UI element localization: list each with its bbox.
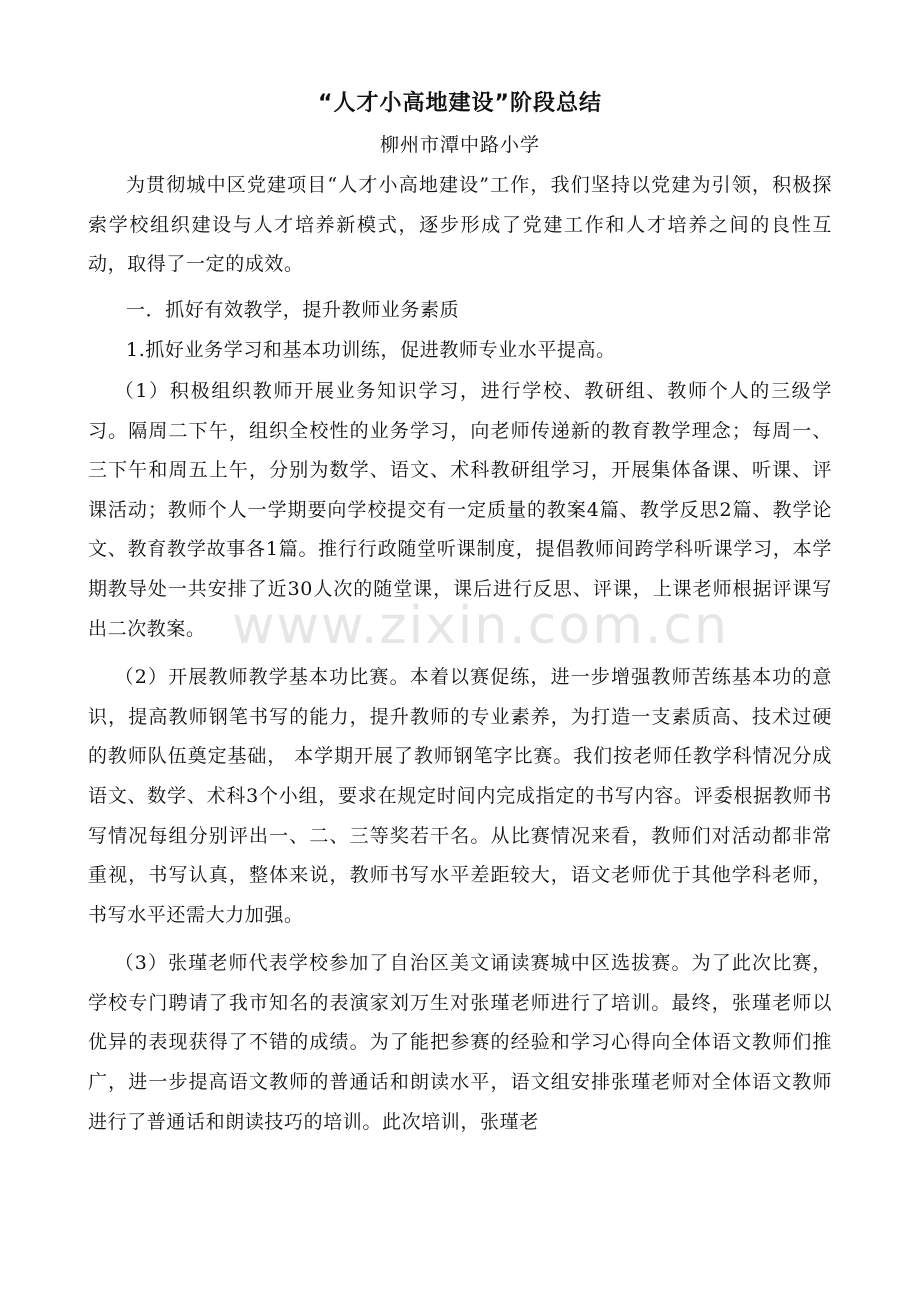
document-author: 柳州市潭中路小学 bbox=[379, 134, 540, 156]
intro-paragraph: 为贯彻城中区党建项目“人才小高地建设”工作，我们坚持以党建为引领，积极探索学校组织建设与人才培养新模式，逐步形成了党建工作和人才培养之间的良性互动，取得了一定的成效。 bbox=[88, 174, 832, 276]
section-heading-1: 一．抓好有效教学，提升教师业务素质 bbox=[126, 298, 460, 321]
item-paragraph-1: （1）积极组织教师开展业务知识学习，进行学校、教研组、教师个人的三级学习。隔周二下午，组织全校性的业务学习，向老师传递新的教育教学理念；每周一、三下午和周五上午，分别为数学、语文、术科教研组学习，开展集体备课、听课、评课活动；教师个人一学期要向学校提交有一定质量的教案4篇、教学反思2篇、教学论文、教育教学故事各1篇。推行行政随堂听课制度，提倡教师间跨学科听课学习，本学期教导处一共安排了近30人次的随堂课，课后进行反思、评课，上课老师根据评课写出二次教案。 bbox=[88, 379, 832, 640]
document-title: “人才小高地建设”阶段总结 bbox=[318, 91, 602, 116]
item-paragraph-2: （2）开展教师教学基本功比赛。本着以赛促练，进一步增强教师苦练基本功的意识，提高教师钢笔书写的能力，提升教师的专业素养，为打造一支素质高、技术过硬的教师队伍奠定基础， 本学期开展了教师钢笔字比赛。我们按老师任教学科情况分成语文、数学、术科3个小组，要求在规定时间内完成指定的书写内容。评委根据教师书写情况每组分别评出一、二、三等奖若干名。从比赛情况来看，教师们对活动都非常重视，书写认真，整体来说，教师书写水平差距较大，语文老师优于其他学科老师，书写水平还需大力加强。 bbox=[88, 666, 832, 926]
watermark: www.zixin.com.cn bbox=[232, 596, 729, 656]
subsection-heading-1: 1.抓好业务学习和基本功训练，促进教师专业水平提高。 bbox=[126, 339, 616, 362]
item-paragraph-3: （3）张瑾老师代表学校参加了自治区美文诵读赛城中区选拔赛。为了此次比赛，学校专门聘请了我市知名的表演家刘万生对张瑾老师进行了培训。最终，张瑾老师以优异的表现获得了不错的成绩。为了能把参赛的经验和学习心得向全体语文教师们推广，进一步提高语文教师的普通话和朗读水平，语文组安排张瑾老师对全体语文教师进行了普通话和朗读技巧的培训。此次培训，张瑾老 bbox=[88, 952, 832, 1133]
document-page bbox=[88, 84, 832, 1151]
